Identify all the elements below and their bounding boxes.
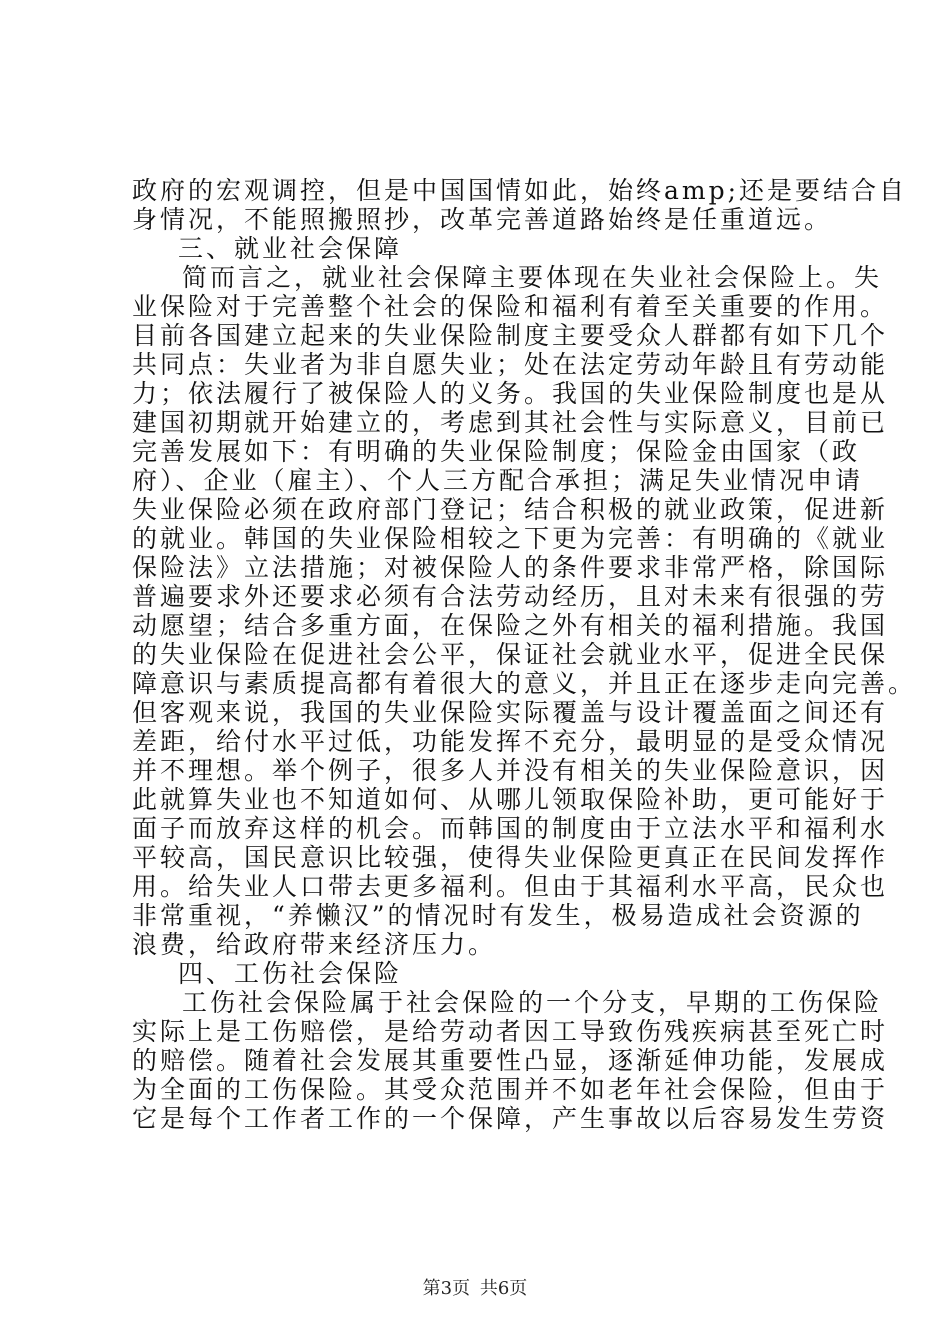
body-line: 此就算失业也不知道如何、从哪儿领取保险补助，更可能好于 [132,785,889,814]
body-line: 保险法》立法措施；对被保险人的条件要求非常严格，除国际 [132,553,889,582]
body-line: 实际上是工伤赔偿，是给劳动者因工导致伤残疾病甚至死亡时 [132,1017,889,1046]
body-line: 差距，给付水平过低，功能发挥不充分，最明显的是受众情况 [132,727,889,756]
section-heading-4: 四、工伤社会保险 [178,959,403,988]
page-footer [0,1274,950,1300]
page-number-label: 第3页 共6页 [422,1278,528,1299]
body-line: 动愿望；结合多重方面，在保险之外有相关的福利措施。我国 [132,611,889,640]
section-heading-3: 三、就业社会保障 [178,234,403,263]
body-line: 它是每个工作者工作的一个保障，产生事故以后容易发生劳资 [132,1104,889,1133]
body-line: 的赔偿。随着社会发展其重要性凸显，逐渐延伸功能，发展成 [132,1046,889,1075]
body-line: 建国初期就开始建立的，考虑到其社会性与实际意义，目前已 [132,408,889,437]
body-line: 共同点：失业者为非自愿失业；处在法定劳动年龄且有劳动能 [132,350,889,379]
body-line: 障意识与素质提高都有着很大的意义，并且正在逐步走向完善。 [132,669,917,698]
paragraph-start: 工伤社会保险属于社会保险的一个分支，早期的工伤保险 [182,988,883,1017]
body-line: 目前各国建立起来的失业保险制度主要受众人群都有如下几个 [132,321,889,350]
document-body [132,176,917,1133]
body-line: 府）、企业（雇主）、个人三方配合承担；满足失业情况申请 [132,466,864,495]
body-line: 政府的宏观调控，但是中国国情如此，始终amp;还是要结合自 [132,176,908,205]
body-line: 平较高，国民意识比较强，使得失业保险更真正在民间发挥作 [132,843,889,872]
body-line: 普遍要求外还要求必须有合法劳动经历，且对未来有很强的劳 [132,582,889,611]
paragraph-start: 简而言之，就业社会保障主要体现在失业社会保险上。失 [182,263,883,292]
body-line: 完善发展如下：有明确的失业保险制度；保险金由国家（政 [132,437,861,466]
body-line: 业保险对于完善整个社会的保险和福利有着至关重要的作用。 [132,292,889,321]
body-line: 的失业保险在促进社会公平，保证社会就业水平，促进全民保 [132,640,889,669]
body-line: 并不理想。举个例子，很多人并没有相关的失业保险意识，因 [132,756,889,785]
body-line: 身情况，不能照搬照抄，改革完善道路始终是任重道远。 [132,205,833,234]
body-line: 用。给失业人口带去更多福利。但由于其福利水平高，民众也 [132,872,889,901]
body-line: 面子而放弃这样的机会。而韩国的制度由于立法水平和福利水 [132,814,889,843]
body-line: 非常重视，“养懒汉”的情况时有发生，极易造成社会资源的 [132,901,864,930]
body-line: 浪费，给政府带来经济压力。 [132,930,497,959]
body-line: 的就业。韩国的失业保险相较之下更为完善：有明确的《就业 [132,524,889,553]
body-line: 力；依法履行了被保险人的义务。我国的失业保险制度也是从 [132,379,889,408]
body-line: 为全面的工伤保险。其受众范围并不如老年社会保险，但由于 [132,1075,889,1104]
body-line: 但客观来说，我国的失业保险实际覆盖与设计覆盖面之间还有 [132,698,889,727]
body-line: 失业保险必须在政府部门登记；结合积极的就业政策，促进新 [132,495,889,524]
